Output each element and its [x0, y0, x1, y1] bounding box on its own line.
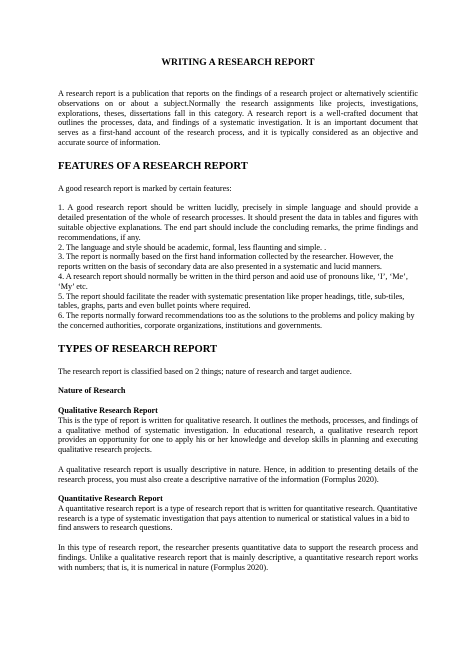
document-title: WRITING A RESEARCH REPORT	[161, 57, 315, 68]
types-lead: The research report is classified based on 2 things; nature of research and target audience.	[58, 366, 352, 376]
types-heading: TYPES OF RESEARCH REPORT	[58, 343, 218, 355]
feature-item: 4. A research report should normally be written in the third person and aoid use of pronouns like, ‘I’, ‘Me’, ‘My’ etc.	[58, 271, 408, 291]
qualitative-paragraph-2: A qualitative research report is usually descriptive in nature. Hence, in addition to presenting details of the research process, you must also create a descriptive narrative of the information (Formplus 2020).	[58, 464, 418, 484]
nature-heading: Nature of Research	[58, 386, 126, 396]
quantitative-paragraph-2: In this type of research report, the researcher presents quantitative data to support the research process and findings. Unlike a qualitative research report that is mainly descriptive, a quantitative research report works with numbers; that is, it is numerical in nature (Formplus 2020).	[58, 543, 418, 572]
quantitative-heading: Quantitative Research Report	[58, 494, 163, 504]
feature-item: 5. The report should facilitate the reader with systematic presentation like proper headings, title, sub-tiles, tables, graphs, parts and even bullet points where required.	[58, 291, 405, 311]
feature-item: 3. The report is normally based on the first hand information collected by the researcher. However, the reports written on the basis of secondary data are also presented in a systematic and lucid manners.	[58, 252, 394, 272]
intro-paragraph: A research report is a publication that reports on the findings of a research project or alternatively scientific observations on or about a subject.Normally the research assignments like projects, investigations, explorations, theses, dissertations fall in this category. A research report is a well-crafted document that outlines the processes, data, and findings of a systematic investigation. It is an important document that serves as a first-hand account of the research process, and it is typically considered as an objective and accurate source of information.	[58, 89, 418, 147]
qualitative-paragraph-1: This is the type of report is written for qualitative research. It outlines the methods, processes, and findings of a qualitative method of systematic investigation. In educational research, a qualitative research report provides an opportunity for one to apply his or her knowledge and develop skills in planning and executing qualitative research projects.	[58, 415, 418, 455]
qualitative-heading: Qualitative Research Report	[58, 405, 158, 415]
feature-item: 2. The language and style should be academic, formal, less flaunting and simple. .	[58, 242, 327, 252]
features-lead: A good research report is marked by certain features:	[58, 183, 232, 193]
quantitative-paragraph-1: A quantitative research report is a type of research report that is written for quantitative research. Quantitative research is a type of systematic investigation that pays attention to numerical or statistical values in a bid to find answers to research questions.	[58, 503, 418, 533]
feature-item: 1. A good research report should be written lucidly, precisely in simple language and should provide a detailed presentation of the whole of research processes. It should present the data in tables and figures with suitable objective explanations. The end part should include the concluding remarks, the prime findings and recommendations, if any.	[58, 203, 418, 242]
feature-item: 6. The reports normally forward recommendations too as the solutions to the problems and policy making by the concerned authorities, corporate organizations, institutions and governments.	[58, 311, 415, 330]
features-list	[58, 203, 418, 330]
features-heading: FEATURES OF A RESEARCH REPORT	[58, 160, 248, 172]
